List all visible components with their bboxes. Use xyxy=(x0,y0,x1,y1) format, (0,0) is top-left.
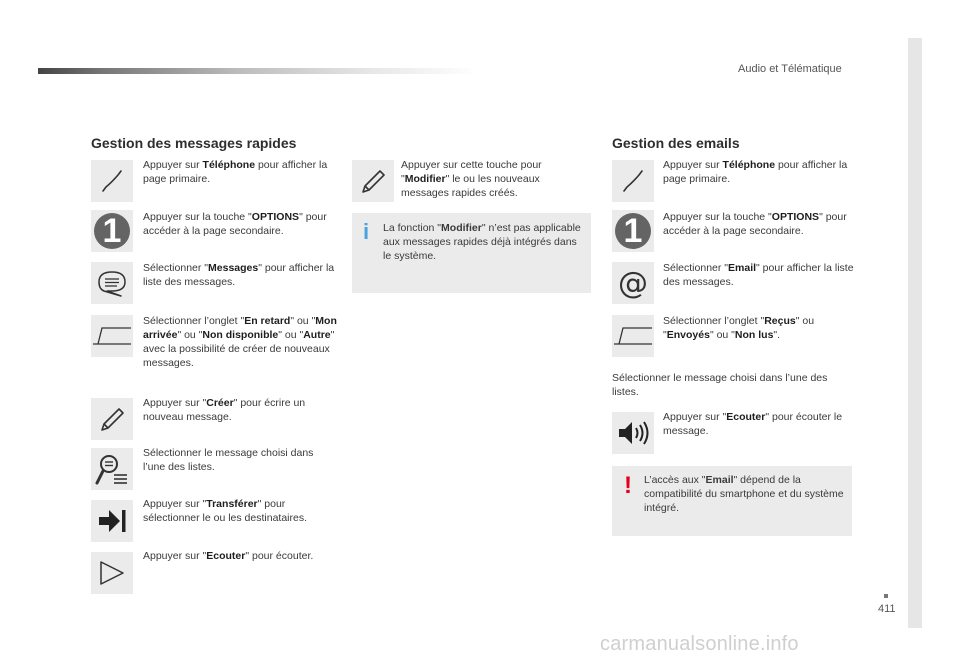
step-one-box xyxy=(612,210,654,252)
right-step-options-text: Appuyer sur la touche "OPTIONS" pour accéder à la page secondaire. xyxy=(663,211,847,237)
right-section-title: Gestion des emails xyxy=(612,135,740,151)
modify-icon-box xyxy=(352,160,394,202)
tab-icon-box xyxy=(91,315,133,357)
play-icon xyxy=(97,558,127,588)
right-step-email-text: Sélectionner "Email" pour afficher la liste des messages. xyxy=(663,262,854,288)
left-step-options-text: Appuyer sur la touche "OPTIONS" pour accéder à la page secondaire. xyxy=(143,211,327,237)
message-bubble-icon xyxy=(95,268,129,298)
warning-note-text: L’accès aux "Email" dépend de la compatibilité du smartphone et du système intégré. xyxy=(644,474,844,514)
right-step-select-text: Sélectionner le message choisi dans l’une des listes. xyxy=(612,372,828,398)
right-step-listen-text: Appuyer sur "Ecouter" pour écouter le message. xyxy=(663,411,843,437)
watermark: carmanualsonline.info xyxy=(600,633,799,655)
left-step-tabs-text: Sélectionner l’onglet "En retard" ou "Mon arrivée" ou "Non disponible" ou "Autre" avec la possibilité de créer de nouveaux messages. xyxy=(143,315,337,369)
pencil-icon xyxy=(358,166,388,196)
speaker-icon xyxy=(616,418,650,448)
left-step-listen-text: Appuyer sur "Ecouter" pour écouter. xyxy=(143,550,314,562)
select-icon-box xyxy=(91,448,133,490)
forward-icon xyxy=(95,506,129,536)
list-search-icon xyxy=(94,451,130,487)
phone-icon xyxy=(97,166,127,196)
left-step-transfer-text: Appuyer sur "Transférer" pour sélectionner le ou les destinataires. xyxy=(143,498,308,524)
email-icon-box xyxy=(612,262,654,304)
section-title: Audio et Télématique xyxy=(738,63,842,75)
step-one-badge: 1 xyxy=(615,213,651,249)
listen-icon-box xyxy=(91,552,133,594)
transfer-icon-box xyxy=(91,500,133,542)
left-section-title: Gestion des messages rapides xyxy=(91,135,297,151)
tab-icon xyxy=(92,324,132,348)
warning-note-box xyxy=(612,466,852,536)
page-number: 411 xyxy=(878,603,896,615)
listen-icon-box xyxy=(612,412,654,454)
page-bullet xyxy=(884,594,888,598)
at-sign-icon: @ xyxy=(618,265,648,301)
right-step-phone-text: Appuyer sur Téléphone pour afficher la page primaire. xyxy=(663,159,848,185)
step-one-badge: 1 xyxy=(94,213,130,249)
info-note-text: La fonction "Modifier" n’est pas applicable aux messages rapides déjà intégrés dans le système. xyxy=(383,222,581,262)
left-step-select-text: Sélectionner le message choisi dans l’une des listes. xyxy=(143,447,314,473)
left-step-create-text: Appuyer sur "Créer" pour écrire un nouveau message. xyxy=(143,397,306,423)
page-side-tab xyxy=(908,38,922,628)
warning-icon: ! xyxy=(624,472,632,499)
header-gradient-bar xyxy=(38,68,478,74)
info-icon: i xyxy=(363,219,370,244)
step-one-box xyxy=(91,210,133,252)
tab-icon xyxy=(613,324,653,348)
phone-icon-box xyxy=(91,160,133,202)
tab-icon-box xyxy=(612,315,654,357)
left-step-phone-text: Appuyer sur Téléphone pour afficher la page primaire. xyxy=(143,159,328,185)
phone-icon xyxy=(618,166,648,196)
left-step-messages-text: Sélectionner "Messages" pour afficher la liste des messages. xyxy=(143,262,335,288)
phone-icon-box xyxy=(612,160,654,202)
middle-step-modify-text: Appuyer sur cette touche pour "Modifier" le ou les nouveaux messages rapides créés. xyxy=(401,159,542,199)
messages-icon-box xyxy=(91,262,133,304)
right-step-tabs-text: Sélectionner l’onglet "Reçus" ou "Envoyés" ou "Non lus". xyxy=(663,315,815,341)
create-icon-box xyxy=(91,398,133,440)
pencil-icon xyxy=(97,404,127,434)
info-note-box xyxy=(352,213,591,293)
